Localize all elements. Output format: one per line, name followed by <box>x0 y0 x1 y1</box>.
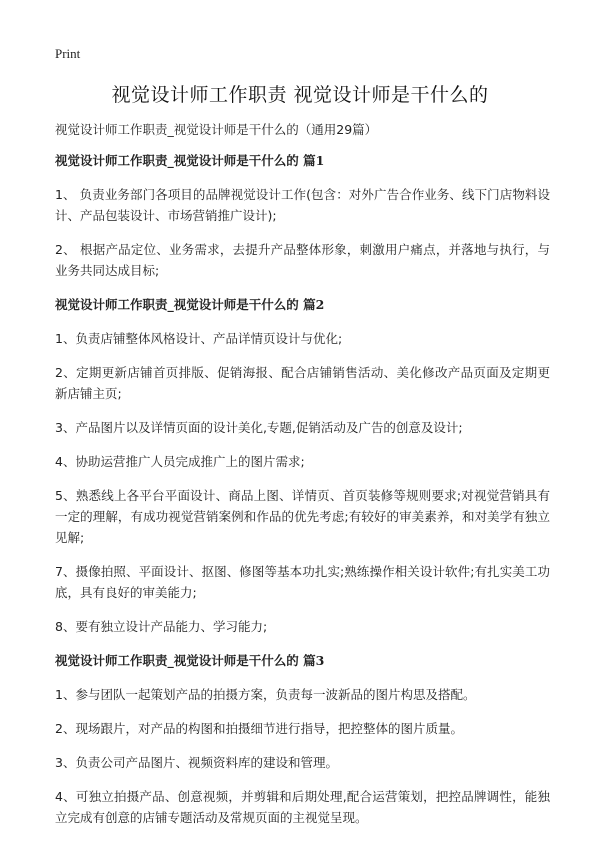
paragraph: 2、定期更新店铺首页排版、促销海报、配合店铺销售活动、美化修改产品页面及定期更新店铺主页; <box>55 365 550 401</box>
paragraph: 2、现场跟片，对产品的构图和拍摄细节进行指导，把控整体的图片质量。 <box>55 721 463 736</box>
paragraph: 3、负责公司产品图片、视频资料库的建设和管理。 <box>55 755 338 770</box>
section-2 <box>55 294 550 637</box>
page-title: 视觉设计师工作职责 视觉设计师是干什么的 <box>111 84 489 106</box>
paragraph: 1、参与团队一起策划产品的拍摄方案，负责每一波新品的图片构思及搭配。 <box>55 687 476 702</box>
section-heading: 视觉设计师工作职责_视觉设计师是干什么的 篇2 <box>55 297 325 312</box>
paragraph: 4、协助运营推广人员完成推广上的图片需求; <box>55 454 305 469</box>
print-label: Print <box>55 46 81 61</box>
document-body <box>55 150 550 841</box>
paragraph: 7、摄像拍照、平面设计、抠图、修图等基本功扎实;熟练操作相关设计软件;有扎实美工功底，具有良好的审美能力; <box>55 564 550 600</box>
paragraph: 4、可独立拍摄产品、创意视频，并剪辑和后期处理,配合运营策划，把控品牌调性，能独立完成有创意的店铺专题活动及常规页面的主视觉呈现。 <box>55 789 550 825</box>
paragraph: 1、 负责业务部门各项目的品牌视觉设计工作(包含：对外广告合作业务、线下门店物料设计、产品包装设计、市场营销推广设计); <box>55 187 550 223</box>
section-1 <box>55 150 550 281</box>
section-heading: 视觉设计师工作职责_视觉设计师是干什么的 篇1 <box>55 153 325 168</box>
document-subtitle: 视觉设计师工作职责_视觉设计师是干什么的（通用29篇） <box>55 122 378 137</box>
paragraph: 1、负责店铺整体风格设计、产品详情页设计与优化; <box>55 331 343 346</box>
paragraph: 5、熟悉线上各平台平面设计、商品上图、详情页、首页装修等规则要求;对视觉营销具有一定的理解，有成功视觉营销案例和作品的优先考虑;有较好的审美素养，和对美学有独立见解; <box>55 488 550 545</box>
paragraph: 8、要有独立设计产品能力、学习能力; <box>55 619 268 634</box>
section-3 <box>55 650 550 828</box>
paragraph: 2、 根据产品定位、业务需求，去提升产品整体形象，刺激用户痛点，并落地与执行，与业务共同达成目标; <box>55 242 550 278</box>
section-heading: 视觉设计师工作职责_视觉设计师是干什么的 篇3 <box>55 653 325 668</box>
paragraph: 3、产品图片以及详情页面的设计美化,专题,促销活动及广告的创意及设计; <box>55 420 463 435</box>
